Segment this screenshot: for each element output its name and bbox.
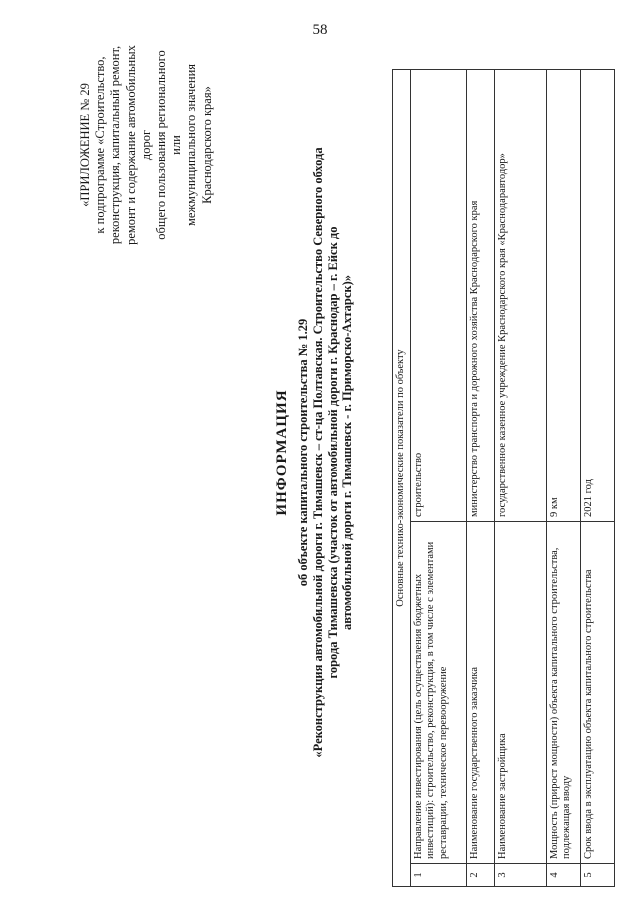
row-value: строительство (410, 70, 466, 522)
page-number: 58 (312, 22, 328, 38)
appendix-line: к подпрограмме «Строительство, (93, 56, 108, 234)
row-value: государственное казенное учреждение Краснодарского края «Краснодаравтодор» (494, 70, 546, 522)
appendix-line: ремонт и содержание автомобильных дорог (123, 45, 153, 245)
row-label: Направление инвестирования (цель осуществления бюджетных инвестиций): строительство, реконструкция, в том числе с элементами реставрации, техническое перевооружение (410, 522, 466, 864)
table-row (494, 70, 546, 887)
appendix-line: Краснодарского края» (199, 86, 214, 204)
appendix-line: реконструкция, капитальный ремонт, (108, 45, 123, 245)
row-number: 5 (580, 864, 614, 887)
table-header: Основные технико-экономические показатели по объекту (393, 70, 411, 887)
row-number: 1 (410, 864, 466, 887)
row-number: 2 (466, 864, 494, 887)
row-label: Наименование застройщика (494, 522, 546, 864)
appendix-line: общего пользования регионального или (154, 50, 184, 240)
document-title: ИНФОРМАЦИЯ (274, 389, 290, 516)
row-label: Срок ввода в эксплуатацию объекта капитального строительства (580, 522, 614, 864)
row-label: Наименование государственного заказчика (466, 522, 494, 864)
row-value: 2021 год (580, 70, 614, 522)
row-number: 3 (494, 864, 546, 887)
table-row (410, 70, 466, 887)
appendix-block (78, 45, 215, 245)
appendix-line: «ПРИЛОЖЕНИЕ № 29 (78, 83, 92, 207)
row-value: 9 км (546, 70, 580, 522)
subtitle-line: автомобильной дороги г. Тимашевск - г. Приморско-Ахтарск)» (340, 274, 355, 631)
row-label: Мощность (прирост мощности) объекта капитального строительства, подлежащая вводу (546, 522, 580, 864)
subtitle-line: города Тимашевска (участок от автомобильной дороги г. Краснодар – г. Ейск до (325, 226, 340, 679)
row-number: 4 (546, 864, 580, 887)
table-row (546, 70, 580, 887)
table-row (580, 70, 614, 887)
table-row (466, 70, 494, 887)
subtitle-line: об объекте капитального строительства № 1.29 (296, 318, 310, 587)
table-header-row (393, 70, 411, 887)
subtitle-line: «Реконструкция автомобильной дороги г. Тимашевск – ст-ца Полтавская. Строительство Северного обхода (310, 147, 325, 758)
appendix-line: межмуниципального значения (184, 63, 199, 227)
indicators-table (392, 69, 615, 887)
row-value: министерство транспорта и дорожного хозяйства Краснодарского края (466, 70, 494, 522)
document-subtitle (296, 0, 355, 905)
